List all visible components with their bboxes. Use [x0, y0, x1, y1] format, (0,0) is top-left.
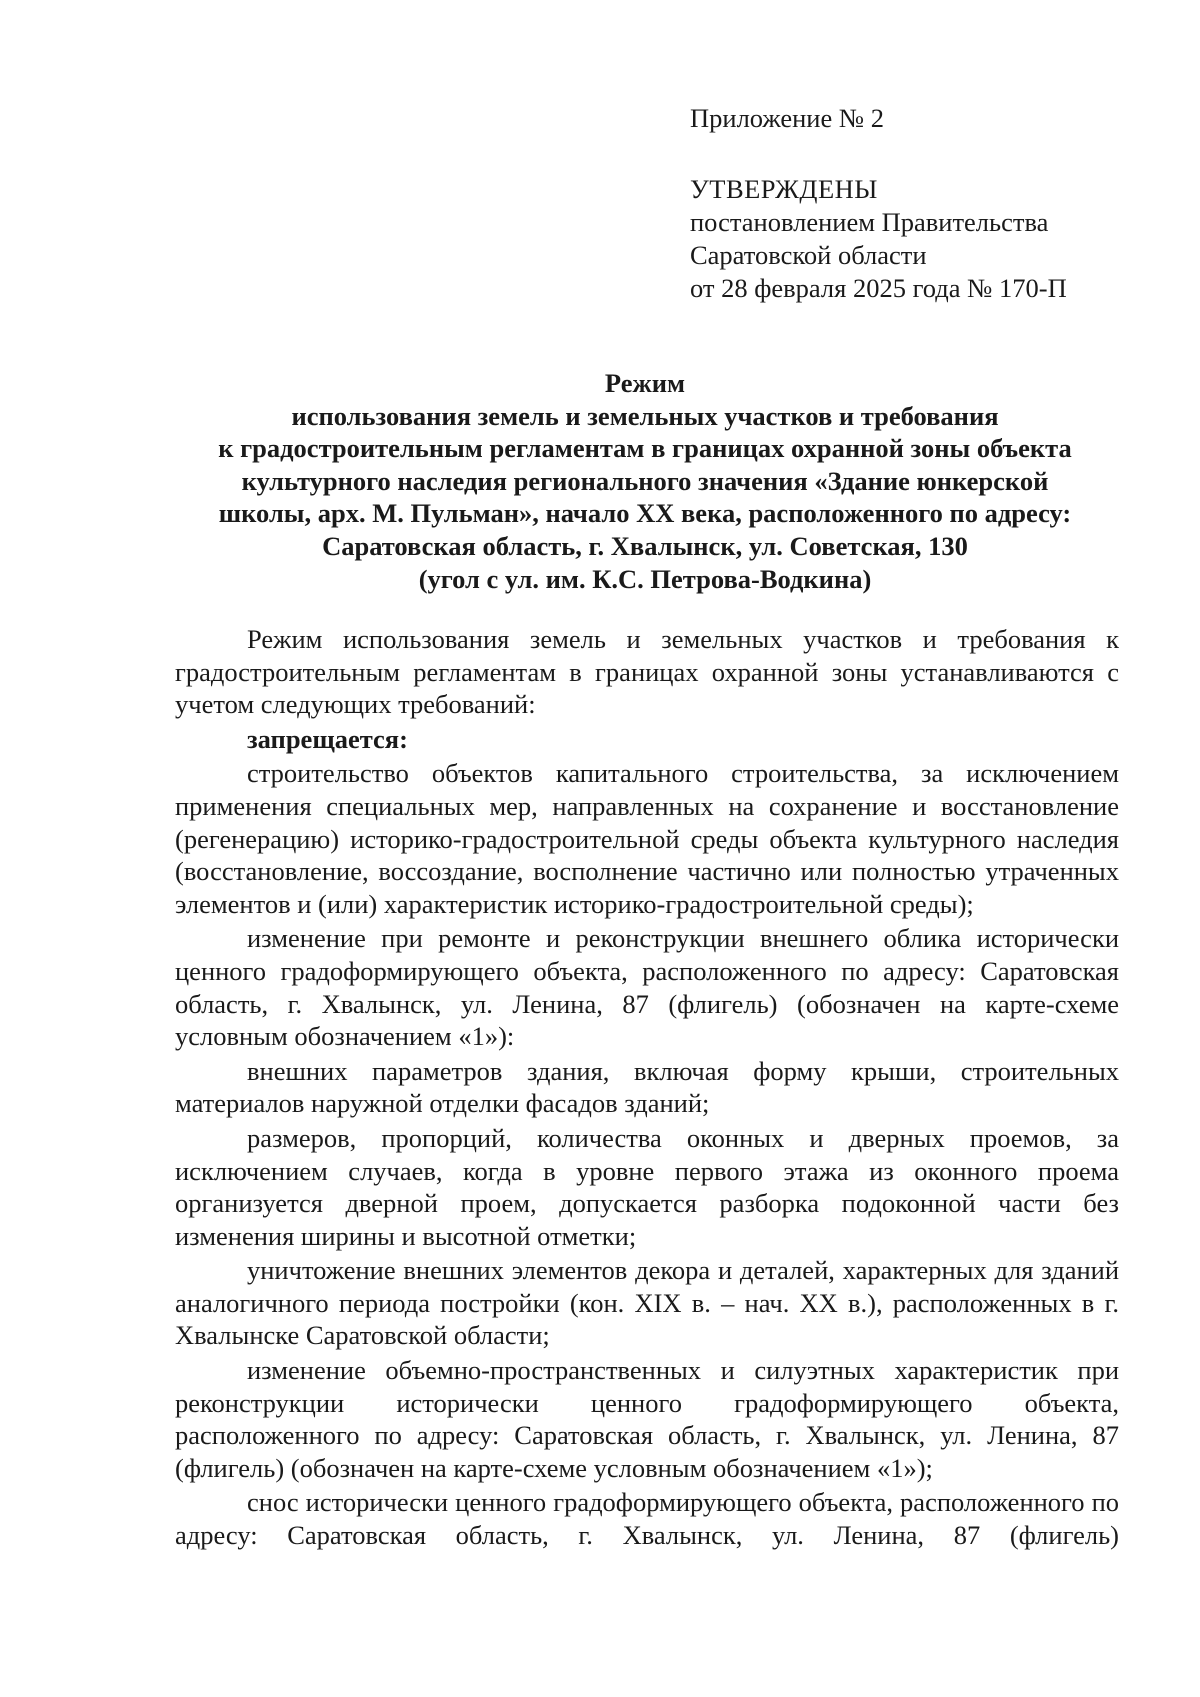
list-item: снос исторически ценного градоформирующего объекта, расположенного по адресу: Саратовская область, г. Хвалынск, ул. Ленина, 87 (флигель)	[175, 1487, 1119, 1551]
title-line: культурного наследия регионального значения «Здание юнкерской	[241, 465, 1049, 496]
approval-date: от 28 февраля 2025 года № 170-П	[690, 273, 1067, 303]
title-line: (угол с ул. им. К.С. Петрова-Водкина)	[418, 563, 872, 594]
title-line: использования земель и земельных участков и требования	[291, 400, 999, 431]
list-item: строительство объектов капитального строительства, за исключением применения специальных мер, направленных на сохранение и восстановление (регенерацию) историко-градостроительной среды объекта культурного наследия (восстановление, воссоздание, восполнение частично или полностью утраченных элементов и (или) характеристик историко-градостроительной среды);	[175, 758, 1119, 919]
title-line: школы, арх. М. Пульман», начало XX века, расположенного по адресу:	[218, 498, 1072, 529]
list-item: внешних параметров здания, включая форму крыши, строительных материалов наружной отделки фасадов зданий;	[175, 1055, 1119, 1119]
title-line: Режим	[604, 368, 686, 398]
title-line: к градостроительным регламентам в границах охранной зоны объекта	[218, 433, 1072, 464]
list-item: размеров, пропорций, количества оконных и дверных проемов, за исключением случаев, когда в уровне первого этажа из оконного проема организуется дверной проем, допускается разборка подоконной части без изменения ширины и высотной отметки;	[175, 1122, 1119, 1251]
intro-paragraph: Режим использования земель и земельных участков и требования к градостроительным регламентам в границах охранной зоны устанавливаются с учетом следующих требований:	[175, 624, 1119, 720]
document-body	[175, 623, 1119, 1554]
list-item: изменение при ремонте и реконструкции внешнего облика исторически ценного градоформирующего объекта, расположенного по адресу: Саратовская область, г. Хвалынск, ул. Ленина, 87 (флигель) (обозначен на карте-схеме условным обозначением «1»):	[175, 923, 1119, 1052]
approval-authority: постановлением Правительства	[690, 207, 1049, 237]
title-line: Саратовская область, г. Хвалынск, ул. Советская, 130	[322, 530, 968, 561]
approval-stamp-heading: УТВЕРЖДЕНЫ	[690, 174, 878, 204]
list-item: уничтожение внешних элементов декора и деталей, характерных для зданий аналогичного периода постройки (кон. XIX в. – нач. XX в.), расположенных в г. Хвалынске Саратовской области;	[175, 1255, 1119, 1351]
annex-number: Приложение № 2	[690, 103, 885, 133]
list-item: изменение объемно-пространственных и силуэтных характеристик при реконструкции исторически ценного градоформирующего объекта, расположенного по адресу: Саратовская область, г. Хвалынск, ул. Ленина, 87 (флигель) (обозначен на карте-схеме условным обозначением «1»);	[175, 1355, 1119, 1483]
prohibited-heading: запрещается:	[247, 723, 408, 754]
approval-block	[690, 102, 1160, 305]
approval-region: Саратовской области	[690, 240, 927, 270]
document-title	[150, 367, 1140, 595]
